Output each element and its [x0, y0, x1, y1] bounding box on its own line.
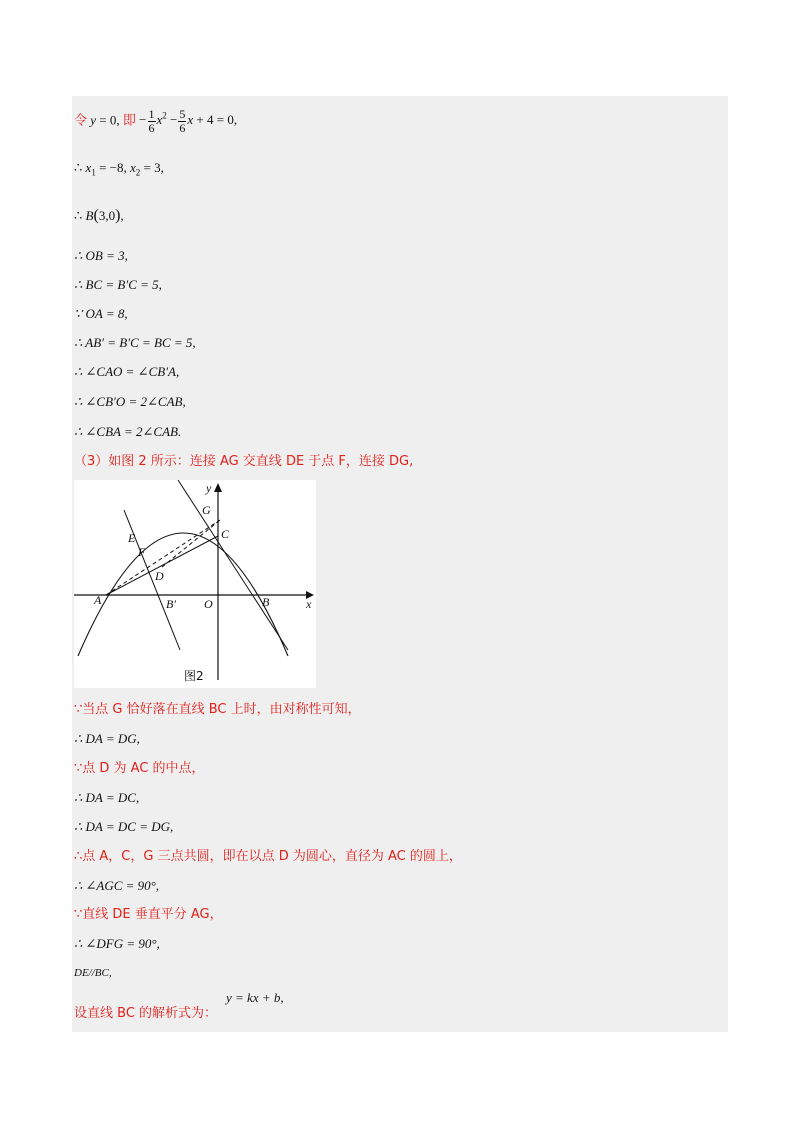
label-b: B	[262, 595, 270, 609]
label-c: C	[221, 527, 230, 541]
line-17: ∴点 A，C，G 三点共圆，即在以点 D 为圆心，直径为 AC 的圆上，	[74, 849, 462, 864]
line-12: ∵当点 G 恰好落在直线 BC 上时，由对称性可知，	[74, 702, 361, 717]
line-15: ∴ DA = DC,	[74, 790, 140, 805]
line-4: ∴ OB = 3,	[74, 248, 128, 263]
math-y-eq-0-render: y = 0,	[90, 112, 120, 128]
label-e: E	[128, 531, 136, 545]
label-y: y	[206, 481, 212, 495]
label-d: D	[155, 569, 164, 583]
figure-caption: 图2	[184, 669, 204, 683]
line-10: ∴ ∠CBA = 2∠CAB.	[74, 424, 182, 439]
line-bc	[178, 480, 288, 650]
line-1	[74, 108, 237, 135]
line-20: ∴ ∠DFG = 90°,	[74, 936, 160, 951]
line-8: ∴ ∠CAO = ∠CB′A,	[74, 364, 180, 379]
line-22-formula: y = kx + b,	[226, 990, 284, 1005]
line-5: ∴ BC = B′C = 5,	[74, 277, 162, 292]
label-o: O	[204, 597, 213, 611]
y-axis-arrow-icon	[214, 483, 222, 492]
figure-2	[74, 480, 316, 688]
label-f: F	[138, 545, 146, 559]
line-21: DE//BC,	[74, 967, 112, 979]
text-ji: 即	[122, 113, 136, 129]
line-ac	[106, 536, 218, 595]
label-b-prime: B′	[166, 597, 176, 611]
line-11-part3: （3）如图 2 所示：连接 AG 交直线 DE 于点 F，连接 DG,	[74, 454, 414, 469]
line-7: ∴ AB′ = B′C = BC = 5,	[74, 335, 196, 350]
line-19: ∵直线 DE 垂直平分 AG，	[74, 907, 223, 922]
math-roots: ∴ $x_1 = -8$, $x_2 = 3$,	[74, 160, 164, 178]
figure-2-diagram	[74, 480, 316, 688]
line-22: 设直线 BC 的解析式为：	[74, 1006, 218, 1021]
label-g: G	[202, 503, 211, 517]
line-18: ∴ ∠AGC = 90°,	[74, 878, 160, 893]
line-9: ∴ ∠CB′O = 2∠CAB,	[74, 394, 186, 409]
line-3	[74, 208, 124, 224]
dashed-dg	[162, 520, 220, 567]
math-point-b: ∴ B(3,0),	[74, 207, 124, 224]
line-6: ∵ OA = 8,	[74, 306, 128, 321]
line-16: ∴ DA = DC = DG,	[74, 819, 174, 834]
equation-quadratic: − $\frac{1}{6}$ $x^2$ − $\frac{5}{6}$ x + 4 = 0,	[139, 107, 238, 135]
dashed-ag	[106, 520, 220, 595]
label-x: x	[306, 597, 312, 611]
line-2	[74, 160, 164, 181]
label-a: A	[94, 593, 102, 607]
text-ling: 令	[74, 113, 88, 129]
line-14: ∵点 D 为 AC 的中点，	[74, 761, 205, 776]
line-13: ∴ DA = DG,	[74, 731, 140, 746]
